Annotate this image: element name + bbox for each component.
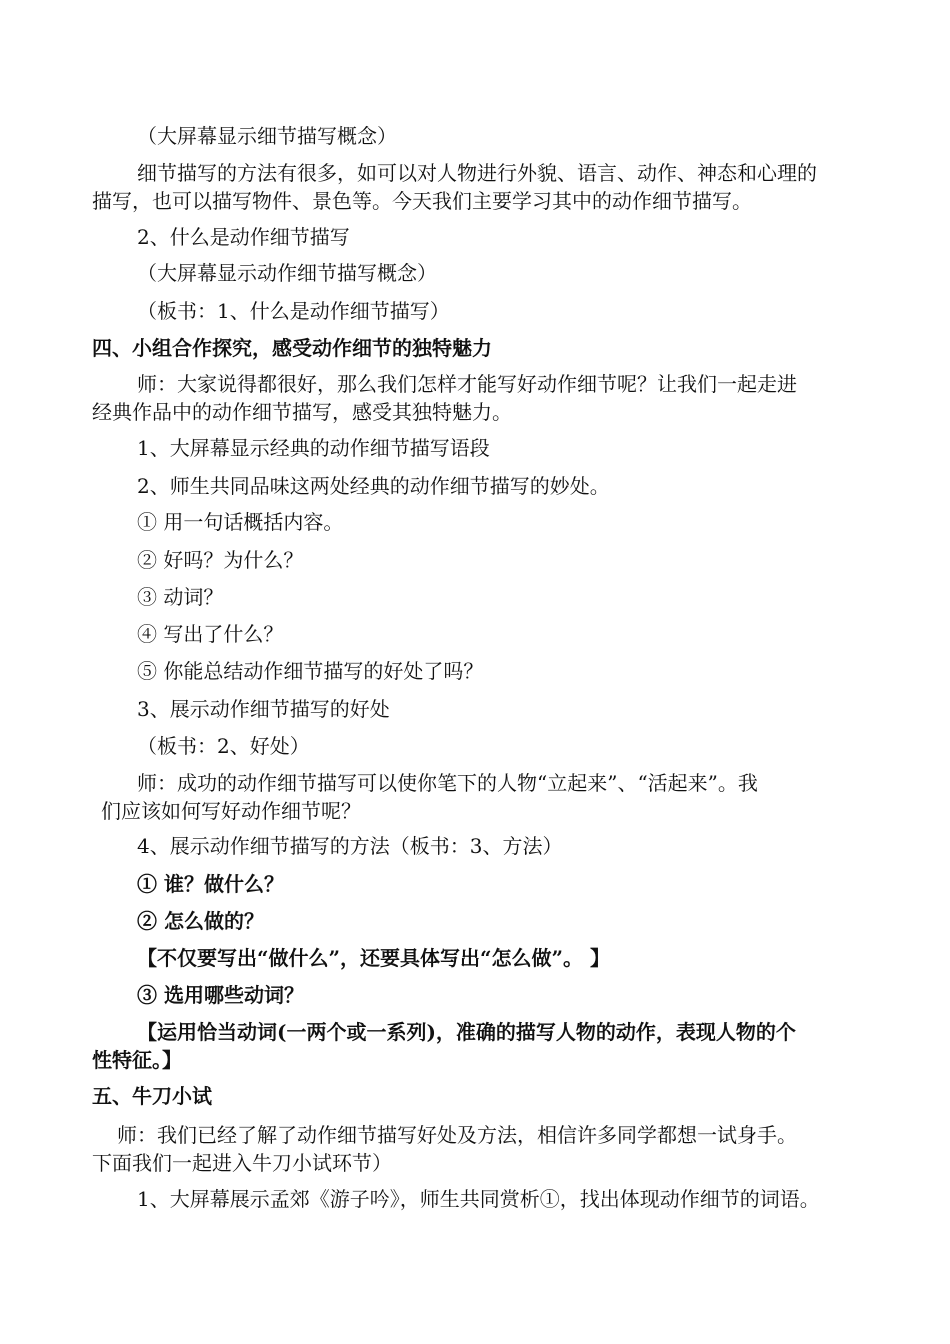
text-line: 师：成功的动作细节描写可以使你笔下的人物“立起来”、“活起来”。我 (137, 771, 758, 795)
list-item: ② 好吗？为什么？ (137, 548, 304, 572)
list-item: ① 用一句话概括内容。 (137, 510, 344, 534)
text-line: （板书：2、好处） (137, 734, 310, 758)
text-line: 4、展示动作细节描写的方法（板书：3、方法） (137, 834, 563, 858)
text-line: 1、大屏幕显示经典的动作细节描写语段 (137, 436, 490, 460)
text-line: 性特征。】 (92, 1048, 182, 1072)
text-line: 师：我们已经了解了动作细节描写好处及方法，相信许多同学都想一试身手。 (117, 1123, 797, 1147)
text-line: （大屏幕显示动作细节描写概念） (137, 261, 437, 285)
text-line: 【不仅要写出“做什么”，还要具体写出“怎么做”。 】 (137, 946, 610, 970)
text-line: 细节描写的方法有很多，如可以对人物进行外貌、语言、动作、神态和心理的 (137, 161, 817, 185)
text-line: 1、大屏幕展示孟郊《游子吟》，师生共同赏析①，找出体现动作细节的词语。 (137, 1187, 820, 1211)
section-heading: 四、小组合作探究，感受动作细节的独特魅力 (92, 336, 492, 360)
list-item: ③ 动词？ (137, 585, 224, 609)
list-item: ④ 写出了什么？ (137, 622, 284, 646)
text-line: 描写，也可以描写物件、景色等。今天我们主要学习其中的动作细节描写。 (92, 189, 752, 213)
section-heading: 五、牛刀小试 (92, 1084, 212, 1108)
list-item: ⑤ 你能总结动作细节描写的好处了吗？ (137, 659, 484, 683)
text-line: （大屏幕显示细节描写概念） (137, 124, 397, 148)
text-line: 2、什么是动作细节描写 (137, 225, 350, 249)
text-line: 2、师生共同品味这两处经典的动作细节描写的妙处。 (137, 474, 610, 498)
text-line: （板书：1、什么是动作细节描写） (137, 299, 450, 323)
text-line: 经典作品中的动作细节描写，感受其独特魅力。 (92, 400, 512, 424)
list-item: ② 怎么做的？ (137, 909, 264, 933)
text-line: 下面我们一起进入牛刀小试环节） (92, 1151, 392, 1175)
text-line: 3、展示动作细节描写的好处 (137, 697, 390, 721)
list-item: ① 谁？做什么？ (137, 872, 284, 896)
text-line: 【运用恰当动词(一两个或一系列)，准确的描写人物的动作，表现人物的个 (137, 1020, 796, 1044)
text-line: 们应该如何写好动作细节呢？ (101, 799, 361, 823)
list-item: ③ 选用哪些动词？ (137, 983, 304, 1007)
text-line: 师：大家说得都很好，那么我们怎样才能写好动作细节呢？让我们一起走进 (137, 372, 797, 396)
